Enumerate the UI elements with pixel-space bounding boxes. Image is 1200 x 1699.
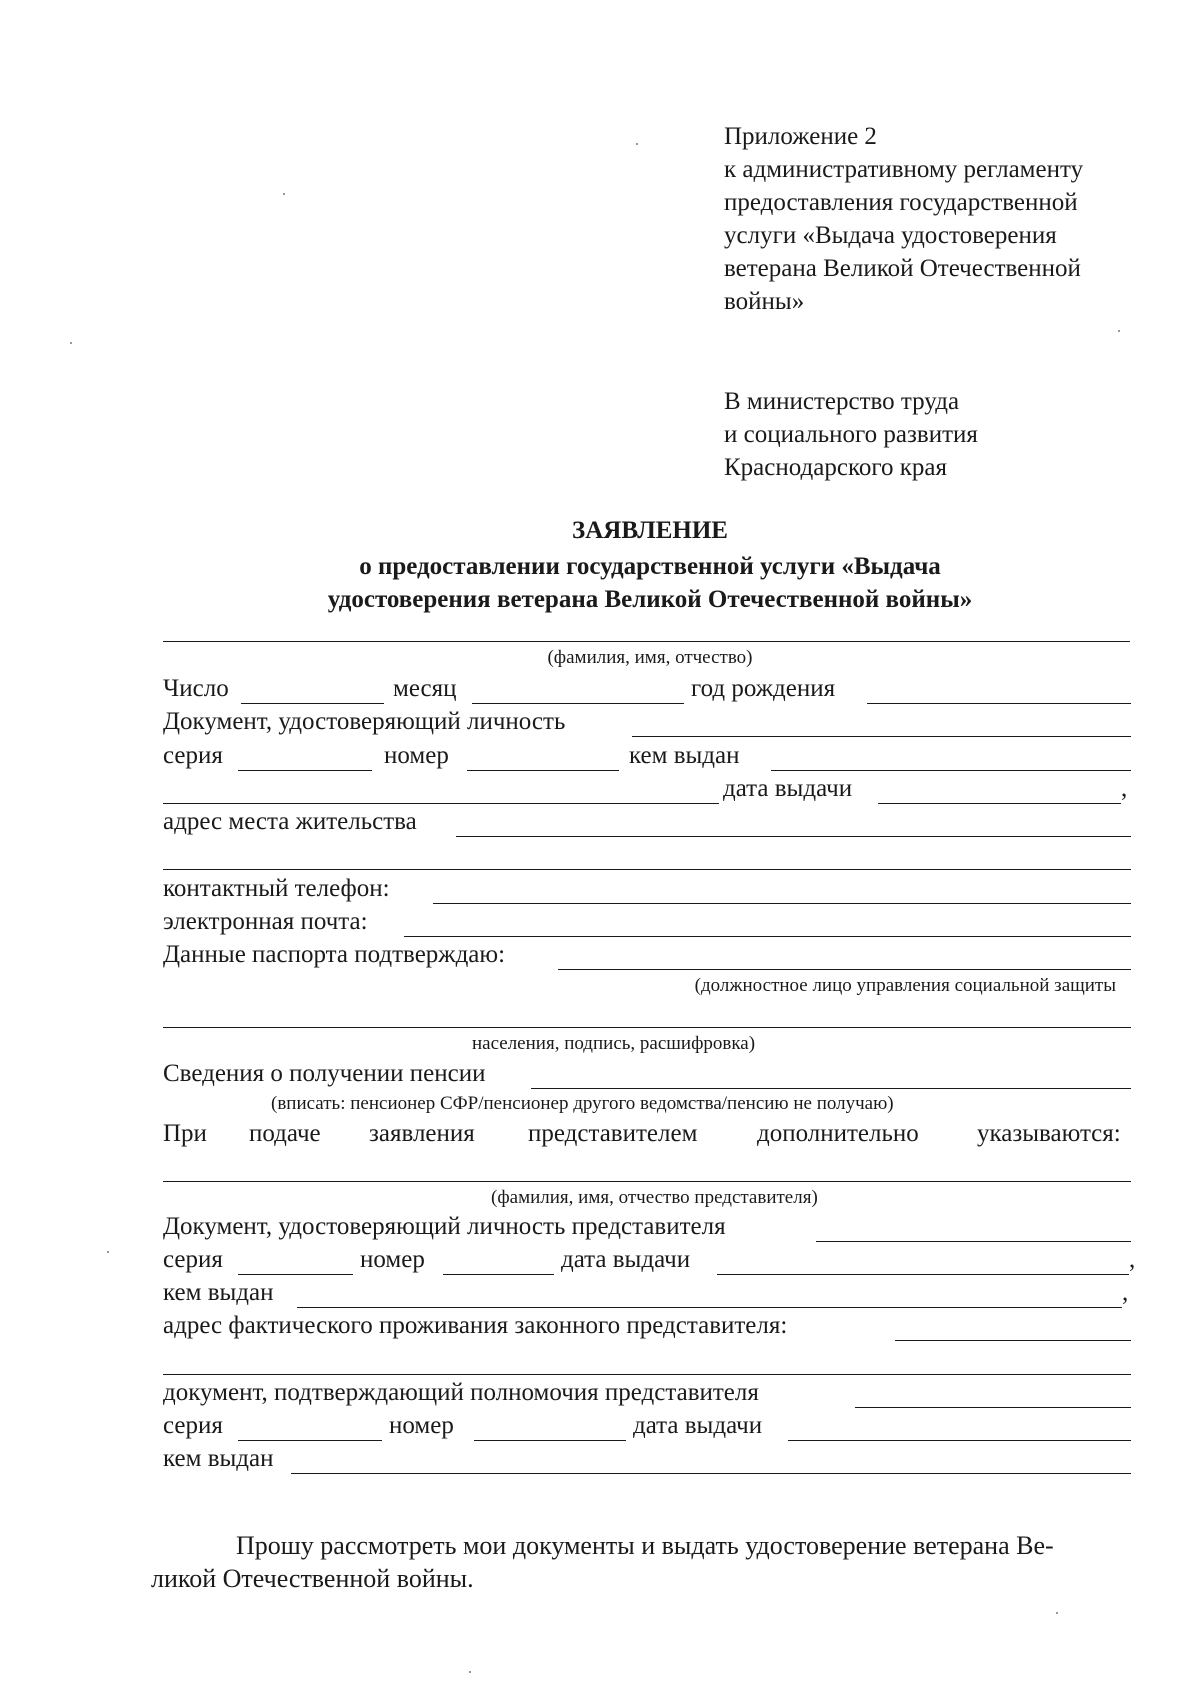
address-field[interactable] [456, 836, 1131, 837]
id-doc-label: Документ, удостоверяющий личность [163, 708, 566, 735]
pension-label: Сведения о получении пенсии [163, 1060, 486, 1087]
rep-fio-hint: (фамилия, имя, отчество представителя) [491, 1187, 818, 1208]
issue-date-label: дата выдачи [723, 775, 853, 802]
scan-speck [107, 1251, 109, 1253]
rep-address-field[interactable] [895, 1340, 1131, 1341]
closing-line-2: ликой Отечественной войны. [151, 1564, 474, 1593]
representative-intro-word: дополнительно [757, 1120, 919, 1147]
scan-speck [1118, 330, 1120, 332]
official-signature-field[interactable] [163, 1027, 1131, 1028]
rep-address-field-continued[interactable] [163, 1374, 1131, 1375]
addressee-line-1: В министерство труда [724, 388, 960, 415]
passport-confirm-label: Данные паспорта подтверждаю: [163, 941, 506, 968]
series-label: серия [163, 742, 223, 769]
authority-number-field[interactable] [474, 1440, 626, 1441]
authority-number-label: номер [389, 1412, 454, 1439]
appendix-line-4: услуги «Выдача удостоверения [724, 222, 1057, 249]
representative-intro-word: При [163, 1120, 207, 1147]
passport-confirm-field[interactable] [558, 969, 1131, 970]
scan-speck [636, 143, 638, 145]
representative-intro-word: указываются: [977, 1120, 1121, 1147]
rep-fio-field[interactable] [163, 1181, 1131, 1182]
appendix-line-1: Приложение 2 [724, 123, 877, 150]
pension-field[interactable] [531, 1088, 1131, 1089]
rep-issued-by-field[interactable] [297, 1307, 1122, 1308]
scan-speck [1056, 1612, 1058, 1614]
rep-series-field[interactable] [238, 1274, 353, 1275]
number-field[interactable] [467, 770, 619, 771]
addressee-line-3: Краснодарского края [724, 454, 947, 481]
scan-speck [70, 342, 72, 344]
pension-hint: (вписать: пенсионер СФР/пенсионер другого ведомства/пенсию не получаю) [271, 1093, 894, 1114]
appendix-line-6: войны» [724, 288, 805, 315]
document-subtitle-line-1: о предоставлении государственной услуги «Выдача [359, 553, 941, 580]
official-hint-line-1: (должностное лицо управления социальной защиты [694, 975, 1116, 996]
rep-id-doc-field[interactable] [816, 1241, 1131, 1242]
email-label: электронная почта: [163, 908, 368, 935]
closing-line-1: Прошу рассмотреть мои документы и выдать удостоверение ветерана Ве- [236, 1531, 1054, 1560]
authority-series-label: серия [163, 1412, 223, 1439]
comma: , [1129, 1246, 1136, 1273]
birth-month-field[interactable] [472, 703, 684, 704]
representative-intro-word: представителем [528, 1120, 698, 1147]
rep-number-field[interactable] [443, 1274, 554, 1275]
fio-field-line[interactable] [163, 641, 1130, 642]
rep-issue-date-field[interactable] [717, 1274, 1129, 1275]
issued-by-label: кем выдан [629, 742, 740, 769]
authority-doc-field[interactable] [855, 1407, 1131, 1408]
representative-intro-word: подаче [249, 1120, 321, 1147]
day-label: Число [163, 675, 229, 702]
rep-issue-date-label: дата выдачи [561, 1246, 691, 1273]
authority-issue-date-label: дата выдачи [633, 1412, 763, 1439]
rep-id-doc-label: Документ, удостоверяющий личность представителя [163, 1213, 726, 1240]
birth-year-field[interactable] [867, 703, 1131, 704]
authority-issued-by-field[interactable] [291, 1473, 1131, 1474]
appendix-line-3: предоставления государственной [724, 189, 1078, 216]
comma: , [1121, 775, 1128, 802]
rep-address-label: адрес фактического проживания законного представителя: [163, 1312, 788, 1339]
birth-year-label: год рождения [691, 675, 836, 702]
issued-by-field[interactable] [771, 770, 1131, 771]
authority-issue-date-field[interactable] [788, 1440, 1131, 1441]
address-label: адрес места жительства [163, 808, 417, 835]
birth-day-field[interactable] [241, 703, 384, 704]
rep-number-label: номер [360, 1246, 425, 1273]
addressee-line-2: и социального развития [724, 421, 978, 448]
scan-speck [283, 193, 285, 195]
scan-speck [469, 1671, 471, 1673]
address-field-continued[interactable] [163, 869, 1131, 870]
comma: , [1122, 1279, 1129, 1306]
rep-series-label: серия [163, 1246, 223, 1273]
representative-intro-word: заявления [369, 1120, 475, 1147]
number-label: номер [384, 742, 449, 769]
fio-hint: (фамилия, имя, отчество) [547, 647, 753, 668]
document-title: ЗАЯВЛЕНИЕ [572, 517, 728, 544]
appendix-line-5: ветерана Великой Отечественной [724, 255, 1081, 282]
authority-series-field[interactable] [238, 1440, 382, 1441]
phone-label: контактный телефон: [163, 875, 390, 902]
issued-by-field-continued[interactable] [163, 803, 719, 804]
rep-issued-by-label: кем выдан [163, 1279, 274, 1306]
month-label: месяц [393, 675, 457, 702]
document-subtitle-line-2: удостоверения ветерана Великой Отечественной войны» [327, 586, 973, 613]
appendix-line-2: к административному регламенту [724, 156, 1084, 183]
id-doc-field[interactable] [632, 736, 1131, 737]
authority-doc-label: документ, подтверждающий полномочия представителя [163, 1379, 759, 1406]
authority-issued-by-label: кем выдан [163, 1445, 274, 1472]
email-field[interactable] [404, 936, 1131, 937]
official-hint-line-2: населения, подпись, расшифровка) [472, 1033, 756, 1054]
issue-date-field[interactable] [878, 803, 1121, 804]
series-field[interactable] [238, 770, 372, 771]
phone-field[interactable] [433, 903, 1131, 904]
